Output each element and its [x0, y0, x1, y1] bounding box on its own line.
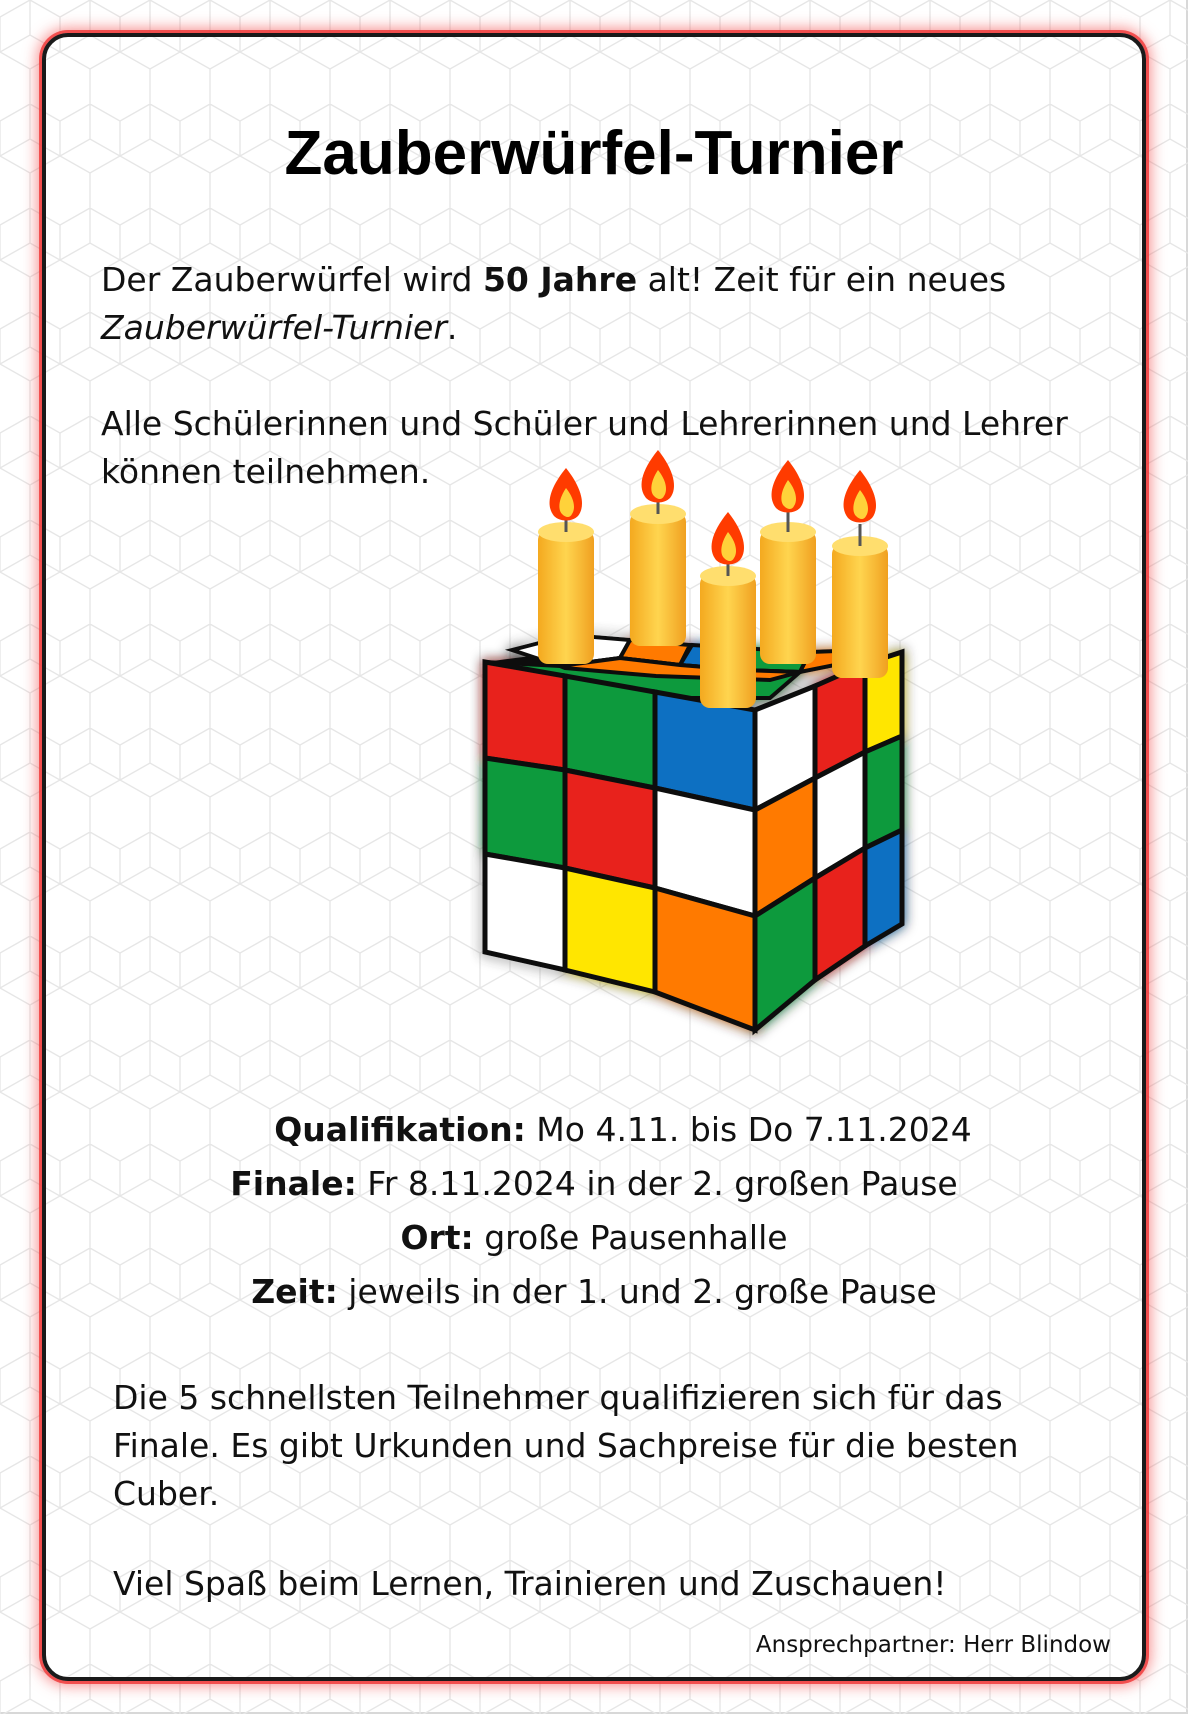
schedule-time — [0, 1268, 1188, 1316]
rubiks-cube-icon — [485, 635, 902, 1030]
candle-icon — [700, 512, 756, 708]
schedule-time-value: jeweils in der 1. und 2. große Pause — [337, 1272, 937, 1311]
candle-icon — [630, 450, 686, 646]
schedule-final-value: Fr 8.11.2024 in der 2. großen Pause — [356, 1164, 958, 1203]
intro-italic-event: Zauberwürfel-Turnier — [101, 308, 447, 347]
schedule-location-value: große Pausenhalle — [473, 1218, 788, 1257]
contact-person: Ansprechpartner: Herr Blindow — [755, 1632, 1111, 1658]
poster-title: Zauberwürfel-Turnier — [284, 119, 904, 188]
schedule-qualification-value: Mo 4.11. bis Do 7.11.2024 — [525, 1110, 972, 1149]
schedule-qualification-label: Qualifikation: — [274, 1110, 526, 1149]
schedule-time-label: Zeit: — [251, 1272, 338, 1311]
schedule-qualification — [0, 1106, 1188, 1154]
participants-paragraph: Alle Schülerinnen und Schüler und Lehrerinnen und Lehrer können teilnehmen. — [101, 404, 1068, 491]
candle-icon — [832, 470, 888, 678]
schedule-location-label: Ort: — [400, 1218, 474, 1257]
intro-bold-age: 50 Jahre — [482, 260, 638, 299]
intro-suffix: . — [446, 308, 458, 347]
candle-icon — [538, 468, 594, 664]
rubiks-cube-with-candles-illustration — [470, 440, 950, 1090]
closing-line: Viel Spaß beim Lernen, Trainieren und Zuschauen! — [113, 1564, 947, 1603]
schedule-final — [0, 1160, 1188, 1208]
candle-icon — [760, 460, 816, 664]
intro-mid: alt! Zeit für ein neues — [637, 260, 1007, 299]
intro-paragraph — [101, 256, 1101, 352]
schedule-location — [0, 1214, 1188, 1262]
schedule-final-label: Finale: — [230, 1164, 357, 1203]
qualification-paragraph: Die 5 schnellsten Teilnehmer qualifizieren sich für das Finale. Es gibt Urkunden und Sachpreise für die besten Cuber. — [113, 1378, 1019, 1513]
intro-prefix: Der Zauberwürfel wird — [101, 260, 483, 299]
